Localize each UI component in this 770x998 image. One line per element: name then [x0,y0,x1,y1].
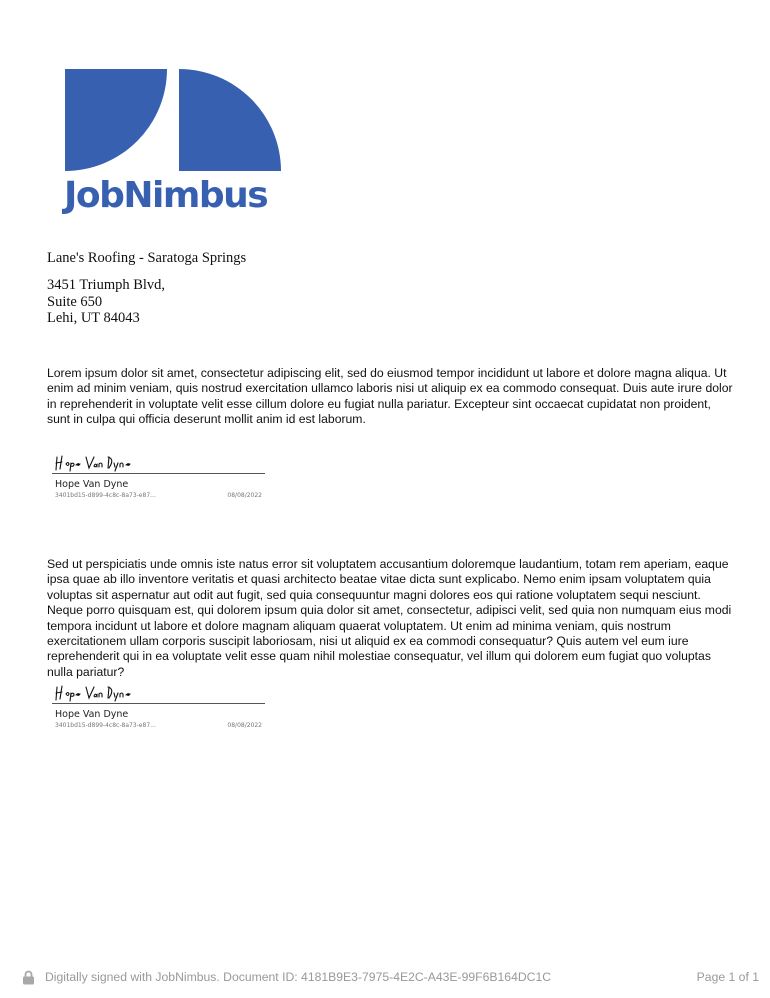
address-line: 3451 Triumph Blvd, [47,277,166,293]
handwritten-signature [54,454,134,472]
address-line: Lehi, UT 84043 [47,310,140,326]
signature-date: 08/08/2022 [227,492,262,499]
page-number: Page 1 of 1 [696,970,759,984]
address-line: Suite 650 [47,293,103,310]
handwritten-signature [54,684,134,702]
company-address [47,277,165,327]
signature-date: 08/08/2022 [227,722,262,729]
lock-icon [22,970,35,985]
signer-name: Hope Van Dyne [55,709,129,720]
logo-wordmark: JobNimbus [64,175,268,216]
digital-signature-notice: Digitally signed with JobNimbus. Document ID: 4181B9E3-7975-4E2C-A43E-99F6B164DC1C [45,970,552,984]
signer-name: Hope Van Dyne [55,479,129,490]
jobnimbus-logo [64,68,284,218]
signature-block [52,452,265,512]
company-name: Lane's Roofing - Saratoga Springs [47,250,247,266]
body-paragraph: Lorem ipsum dolor sit amet, consectetur adipiscing elit, sed do eiusmod tempor incididunt ut labore et dolore magna aliqua. Ut enim ad minim veniam, quis nostrud exercitation ullamco laboris nisi ut aliquip ex ea commodo consequat. Duis aute irure dolor in reprehenderit in voluptate velit esse cillum dolore eu fugiat nulla pariatur. Excepteur sint occaecat cupidatat non proident, sunt in culpa qui officia deserunt mollit anim id est laborum. [47,366,733,427]
signature-line [52,703,265,704]
logo-mark-icon [64,68,284,174]
signature-block [52,682,265,742]
body-paragraph: Sed ut perspiciatis unde omnis iste natus error sit voluptatem accusantium doloremque laudantium, totam rem aperiam, eaque ipsa quae ab illo inventore veritatis et quasi architecto beatae vitae dicta sunt explicabo. Nemo enim ipsam voluptatem quia voluptas sit aspernatur aut odit aut fugit, sed quia consequuntur magni dolores eos qui ratione voluptatem sequi nesciunt. Neque porro quisquam est, qui dolorem ipsum quia dolor sit amet, consectetur, adipisci velit, sed quia non numquam eius modi tempora incidunt ut labore et dolore magnam aliquam quaerat voluptatem. Ut enim ad minima veniam, quis nostrum exercitationem ullam corporis suscipit laboriosam, nisi ut aliquid ex ea commodi consequatur? Quis autem vel eum iure reprehenderit qui in ea voluptate velit esse quam nihil molestiae consequatur, vel illum qui dolorem eum fugiat quo voluptas nulla pariatur? [47,557,732,679]
signature-id: 3401bd15-d899-4c8c-8a73-e87... [55,492,156,499]
signature-line [52,473,265,474]
page-footer [0,968,770,988]
signature-id: 3401bd15-d899-4c8c-8a73-e87... [55,722,156,729]
